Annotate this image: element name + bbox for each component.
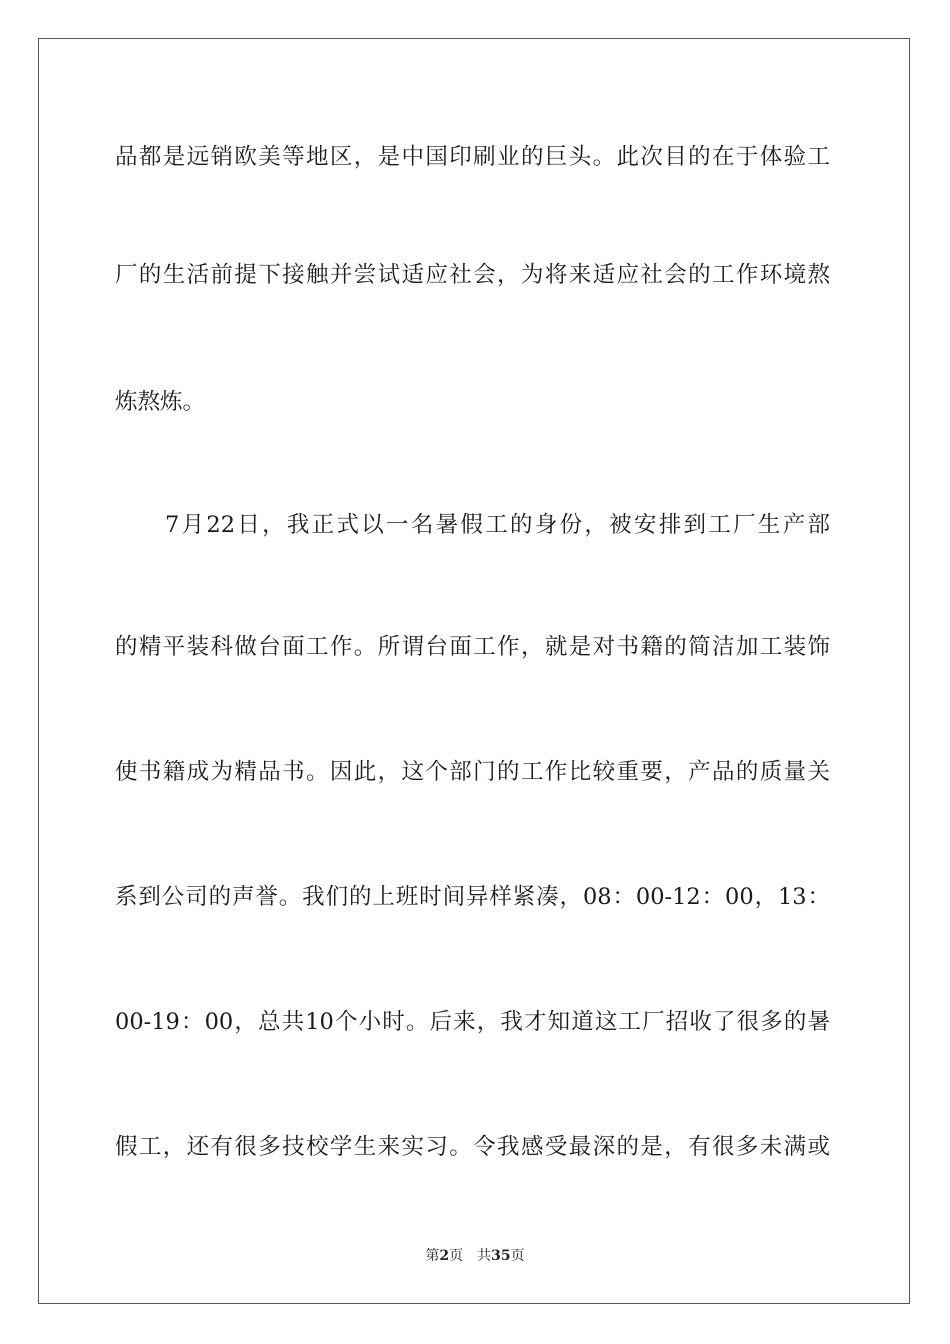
text-line-1: 品都是远销欧美等地区，是中国印刷业的巨头。此次目的在于体验工	[115, 144, 830, 170]
footer-page-current: 2	[439, 1248, 450, 1264]
page-border	[38, 38, 910, 1304]
footer-total-prefix: 共	[477, 1248, 492, 1264]
text-line-8: 00-19：00，总共10个小时。后来，我才知道这工厂招收了很多的暑	[115, 1009, 830, 1035]
text-line-2: 厂的生活前提下接触并尝试适应社会，为将来适应社会的工作环境熬	[115, 262, 830, 288]
text-line-4: 7月22日，我正式以一名暑假工的身份，被安排到工厂生产部	[165, 512, 830, 538]
text-line-3: 炼熬炼。	[115, 389, 206, 415]
footer-page-total: 35	[491, 1248, 511, 1264]
text-line-7: 系到公司的声誉。我们的上班时间异样紧凑，08：00-12：00，13：	[115, 884, 830, 910]
footer-total-suffix: 页	[510, 1248, 525, 1264]
text-line-6: 使书籍成为精品书。因此，这个部门的工作比较重要，产品的质量关	[115, 759, 830, 785]
page-footer	[0, 1246, 950, 1266]
text-line-5: 的精平装科做台面工作。所谓台面工作，就是对书籍的简洁加工装饰	[115, 634, 830, 660]
footer-page-suffix: 页	[449, 1248, 464, 1264]
text-line-9: 假工，还有很多技校学生来实习。令我感受最深的是，有很多未满或	[115, 1134, 830, 1160]
footer-page-prefix: 第	[425, 1248, 440, 1264]
